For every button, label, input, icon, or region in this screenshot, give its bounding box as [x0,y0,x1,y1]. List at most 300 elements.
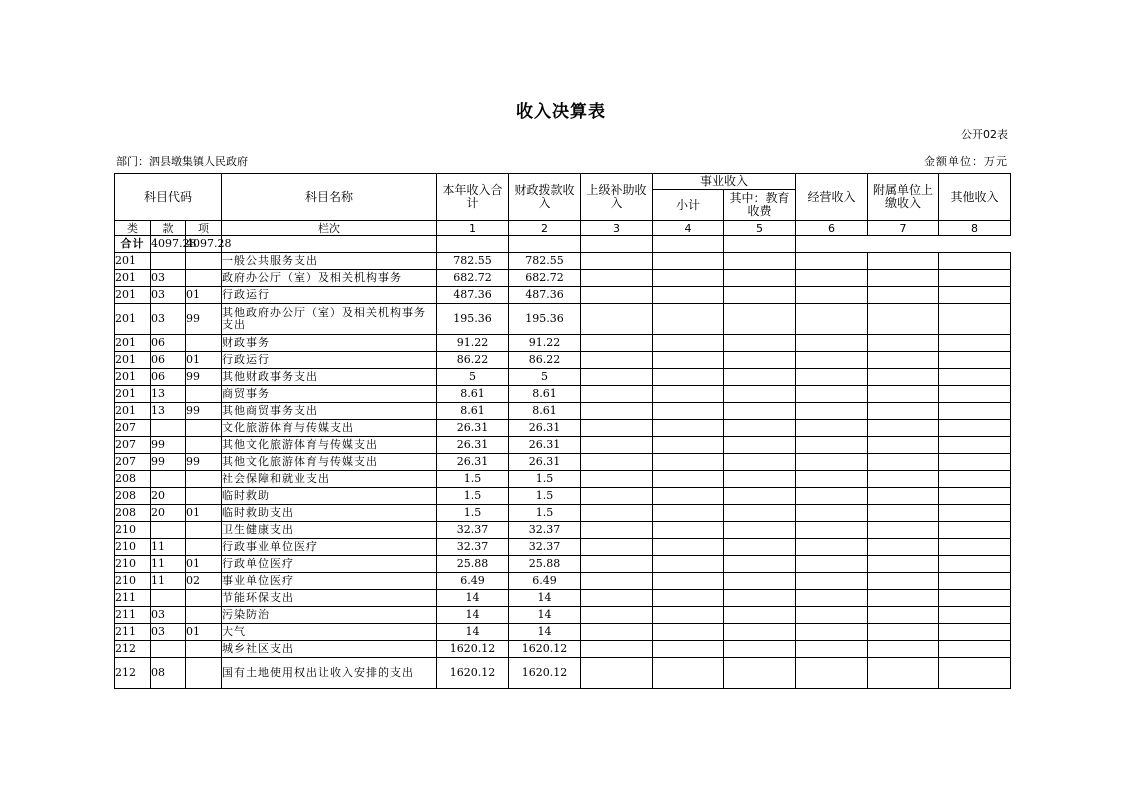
empty-cell [581,304,653,335]
subject-name-cell: 污染防治 [222,607,437,624]
empty-cell [724,624,796,641]
empty-cell [939,304,1011,335]
subject-name-cell: 临时救助 [222,488,437,505]
total-income-cell: 91.22 [437,335,509,352]
empty-cell [581,335,653,352]
fiscal-cell: 26.31 [509,420,581,437]
subject-name-cell: 国有土地使用权出让收入安排的支出 [222,658,437,689]
kuan-cell: 20 [151,505,186,522]
total-income-cell: 32.37 [437,539,509,556]
empty-cell [868,386,939,403]
empty-cell [796,505,868,522]
empty-cell [724,369,796,386]
table-row [115,352,1011,369]
kuan-cell [151,590,186,607]
empty-cell [653,607,724,624]
table-row [115,287,1011,304]
empty-cell [868,454,939,471]
empty-cell [868,607,939,624]
lei-cell: 201 [115,270,151,287]
total-income-cell: 32.37 [437,522,509,539]
total-income-cell: 86.22 [437,352,509,369]
empty-cell [581,658,653,689]
empty-cell [581,454,653,471]
empty-cell [581,505,653,522]
empty-cell [796,386,868,403]
header-total-income: 本年收入合计 [437,174,509,221]
header-subject-name: 科目名称 [222,174,437,221]
fiscal-cell: 14 [509,624,581,641]
empty-cell [653,556,724,573]
subject-name-cell: 其他文化旅游体育与传媒支出 [222,454,437,471]
empty-cell [581,386,653,403]
empty-cell [724,590,796,607]
lei-cell: 211 [115,607,151,624]
empty-cell [939,335,1011,352]
total-income-cell: 25.88 [437,556,509,573]
table-row [115,658,1011,689]
empty-cell [724,420,796,437]
subject-name-cell: 一般公共服务支出 [222,253,437,270]
empty-cell [868,403,939,420]
empty-cell [653,488,724,505]
empty-cell [939,454,1011,471]
header-career-subtotal: 小计 [653,190,724,221]
fiscal-cell: 14 [509,590,581,607]
empty-cell [581,488,653,505]
empty-cell [724,335,796,352]
xiang-cell [186,539,222,556]
table-row [115,505,1011,522]
subject-name-cell: 其他政府办公厅（室）及相关机构事务支出 [222,304,437,335]
table-row [115,488,1011,505]
empty-cell [653,539,724,556]
empty-cell [509,236,581,253]
empty-cell [653,505,724,522]
empty-cell [796,556,868,573]
empty-cell [939,369,1011,386]
empty-cell [724,471,796,488]
empty-cell [653,386,724,403]
empty-cell [724,488,796,505]
header-subject-code: 科目代码 [115,174,222,221]
kuan-cell: 11 [151,573,186,590]
empty-cell [868,437,939,454]
empty-cell [581,590,653,607]
xiang-cell [186,270,222,287]
empty-cell [653,437,724,454]
xiang-cell [186,590,222,607]
empty-cell [653,236,724,253]
empty-cell [796,437,868,454]
empty-cell [581,352,653,369]
lei-cell: 208 [115,488,151,505]
kuan-cell [151,420,186,437]
xiang-cell [186,522,222,539]
subject-name-cell: 行政运行 [222,352,437,369]
total-row [115,236,1011,253]
empty-cell [724,253,796,270]
fiscal-cell: 26.31 [509,454,581,471]
total-income-cell: 26.31 [437,454,509,471]
empty-cell [796,573,868,590]
total-income-cell: 5 [437,369,509,386]
empty-cell [796,335,868,352]
subject-name-cell: 行政单位医疗 [222,556,437,573]
empty-cell [581,270,653,287]
lei-cell: 201 [115,386,151,403]
subject-name-cell: 行政事业单位医疗 [222,539,437,556]
department-label: 部门：泗县墩集镇人民政府 [116,155,248,168]
empty-cell [939,352,1011,369]
total-income-cell: 1620.12 [437,641,509,658]
lei-cell: 212 [115,658,151,689]
empty-cell [581,624,653,641]
lei-cell: 211 [115,590,151,607]
table-row [115,624,1011,641]
income-final-accounts-table [114,173,1011,689]
empty-cell [581,522,653,539]
empty-cell [939,590,1011,607]
amount-unit-label: 金额单位：万元 [924,155,1008,168]
empty-cell [653,658,724,689]
kuan-cell: 03 [151,624,186,641]
xiang-cell: 99 [186,304,222,335]
empty-cell [724,270,796,287]
total-income-cell: 14 [437,607,509,624]
fiscal-cell: 32.37 [509,539,581,556]
empty-cell [868,641,939,658]
subject-name-cell: 事业单位医疗 [222,573,437,590]
lei-cell: 201 [115,403,151,420]
empty-cell [724,607,796,624]
lei-cell: 201 [115,287,151,304]
header-affiliated-income: 附属单位上缴收入 [868,174,939,221]
empty-cell [653,420,724,437]
fiscal-cell: 195.36 [509,304,581,335]
empty-cell [868,253,939,270]
table-row [115,641,1011,658]
table-row [115,471,1011,488]
empty-cell [868,573,939,590]
lei-cell: 210 [115,556,151,573]
kuan-cell [151,641,186,658]
fiscal-cell: 8.61 [509,403,581,420]
xiang-cell: 01 [186,505,222,522]
xiang-cell: 01 [186,624,222,641]
empty-cell [581,607,653,624]
empty-cell [939,624,1011,641]
kuan-cell: 03 [151,304,186,335]
empty-cell [868,590,939,607]
xiang-cell: 99 [186,454,222,471]
subject-name-cell: 临时救助支出 [222,505,437,522]
empty-cell [868,287,939,304]
fiscal-cell: 86.22 [509,352,581,369]
empty-cell [581,420,653,437]
kuan-cell: 06 [151,369,186,386]
empty-cell [868,304,939,335]
kuan-cell: 03 [151,287,186,304]
subject-name-cell: 城乡社区支出 [222,641,437,658]
empty-cell [939,539,1011,556]
fiscal-cell: 1620.12 [509,641,581,658]
empty-cell [724,658,796,689]
table-row [115,454,1011,471]
empty-cell [796,658,868,689]
xiang-cell [186,253,222,270]
empty-cell [939,287,1011,304]
xiang-cell [186,420,222,437]
header-career-income: 事业收入 [653,174,796,190]
empty-cell [796,253,868,270]
lei-cell: 201 [115,335,151,352]
xiang-cell [186,437,222,454]
total-income-cell: 487.36 [437,287,509,304]
fiscal-cell: 487.36 [509,287,581,304]
xiang-cell: 01 [186,352,222,369]
kuan-cell: 99 [151,454,186,471]
subject-name-cell: 政府办公厅（室）及相关机构事务 [222,270,437,287]
empty-cell [653,369,724,386]
total-income-cell: 682.72 [437,270,509,287]
empty-cell [653,624,724,641]
total-fiscal-cell: 4097.28 [186,236,222,253]
empty-cell [796,522,868,539]
column-number: 3 [581,221,653,236]
empty-cell [796,287,868,304]
xiang-cell: 01 [186,556,222,573]
lei-cell: 210 [115,539,151,556]
subject-name-cell: 大气 [222,624,437,641]
total-income-cell: 6.49 [437,573,509,590]
total-income-cell: 782.55 [437,253,509,270]
kuan-cell: 20 [151,488,186,505]
empty-cell [796,304,868,335]
kuan-cell: 08 [151,658,186,689]
page-title: 收入决算表 [516,102,606,122]
table-row [115,304,1011,335]
empty-cell [581,369,653,386]
fiscal-cell: 1620.12 [509,658,581,689]
total-income-cell: 14 [437,590,509,607]
total-income-cell: 26.31 [437,420,509,437]
empty-cell [581,641,653,658]
empty-cell [581,539,653,556]
empty-cell [581,556,653,573]
fiscal-cell: 682.72 [509,270,581,287]
table-row [115,420,1011,437]
table-row [115,270,1011,287]
lei-cell: 201 [115,352,151,369]
empty-cell [796,624,868,641]
total-income-cell: 1.5 [437,471,509,488]
empty-cell [939,253,1011,270]
empty-cell [437,236,509,253]
empty-cell [939,437,1011,454]
empty-cell [653,287,724,304]
header-kuan: 款 [151,221,186,236]
empty-cell [868,352,939,369]
empty-cell [724,386,796,403]
subject-name-cell: 卫生健康支出 [222,522,437,539]
column-number: 2 [509,221,581,236]
empty-cell [939,386,1011,403]
fiscal-cell: 1.5 [509,471,581,488]
empty-cell [796,270,868,287]
table-row [115,590,1011,607]
total-income-cell: 4097.28 [151,236,186,253]
empty-cell [653,590,724,607]
empty-cell [724,352,796,369]
total-income-cell: 1.5 [437,488,509,505]
empty-cell [724,304,796,335]
lei-cell: 208 [115,505,151,522]
empty-cell [653,270,724,287]
lei-cell: 211 [115,624,151,641]
table-row [115,573,1011,590]
lei-cell: 212 [115,641,151,658]
header-lei: 类 [115,221,151,236]
lei-cell: 210 [115,522,151,539]
empty-cell [796,590,868,607]
kuan-cell [151,522,186,539]
empty-cell [724,437,796,454]
empty-cell [724,454,796,471]
empty-cell [939,471,1011,488]
empty-cell [939,556,1011,573]
empty-cell [796,352,868,369]
empty-cell [939,607,1011,624]
empty-cell [724,522,796,539]
empty-cell [653,335,724,352]
empty-cell [581,287,653,304]
fiscal-cell: 8.61 [509,386,581,403]
kuan-cell: 03 [151,270,186,287]
column-number: 7 [868,221,939,236]
table-row [115,403,1011,420]
empty-cell [939,505,1011,522]
subject-name-cell: 财政事务 [222,335,437,352]
empty-cell [581,437,653,454]
table-row [115,335,1011,352]
empty-cell [939,641,1011,658]
fiscal-cell: 782.55 [509,253,581,270]
kuan-cell [151,253,186,270]
empty-cell [939,573,1011,590]
empty-cell [868,270,939,287]
total-income-cell: 1.5 [437,505,509,522]
xiang-cell [186,471,222,488]
fiscal-cell: 1.5 [509,488,581,505]
header-career-edu-fees: 其中：教育收费 [724,190,796,221]
empty-cell [724,287,796,304]
fiscal-cell: 6.49 [509,573,581,590]
empty-cell [724,539,796,556]
empty-cell [939,270,1011,287]
empty-cell [796,369,868,386]
xiang-cell [186,335,222,352]
fiscal-cell: 91.22 [509,335,581,352]
xiang-cell [186,386,222,403]
xiang-cell [186,607,222,624]
header-superior-subsidy: 上级补助收入 [581,174,653,221]
kuan-cell: 13 [151,386,186,403]
lei-cell: 201 [115,369,151,386]
total-income-cell: 1620.12 [437,658,509,689]
kuan-cell: 11 [151,539,186,556]
header-column-index-label: 栏次 [222,221,437,236]
empty-cell [868,522,939,539]
subject-name-cell: 节能环保支出 [222,590,437,607]
empty-cell [581,253,653,270]
empty-cell [796,641,868,658]
xiang-cell: 99 [186,369,222,386]
lei-cell: 201 [115,304,151,335]
empty-cell [581,573,653,590]
xiang-cell [186,641,222,658]
xiang-cell: 02 [186,573,222,590]
subject-name-cell: 商贸事务 [222,386,437,403]
fiscal-cell: 5 [509,369,581,386]
empty-cell [868,624,939,641]
empty-cell [796,539,868,556]
column-number: 4 [653,221,724,236]
subject-name-cell: 行政运行 [222,287,437,304]
empty-cell [868,539,939,556]
xiang-cell [186,658,222,689]
empty-cell [796,607,868,624]
empty-cell [939,658,1011,689]
empty-cell [939,522,1011,539]
lei-cell: 210 [115,573,151,590]
empty-cell [724,556,796,573]
total-income-cell: 26.31 [437,437,509,454]
table-row [115,556,1011,573]
subject-name-cell: 文化旅游体育与传媒支出 [222,420,437,437]
empty-cell [653,454,724,471]
empty-cell [653,522,724,539]
empty-cell [724,236,796,253]
fiscal-cell: 1.5 [509,505,581,522]
kuan-cell [151,471,186,488]
lei-cell: 201 [115,253,151,270]
empty-cell [724,573,796,590]
column-number: 6 [796,221,868,236]
table-row [115,539,1011,556]
header-other-income: 其他收入 [939,174,1011,221]
empty-cell [653,403,724,420]
empty-cell [868,556,939,573]
header-fiscal-allocation: 财政拨款收入 [509,174,581,221]
kuan-cell: 13 [151,403,186,420]
empty-cell [868,335,939,352]
table-row [115,386,1011,403]
empty-cell [724,403,796,420]
header-operating-income: 经营收入 [796,174,868,221]
form-code: 公开02表 [961,128,1008,141]
lei-cell: 207 [115,437,151,454]
empty-cell [939,403,1011,420]
total-income-cell: 195.36 [437,304,509,335]
xiang-cell: 99 [186,403,222,420]
subject-name-cell: 其他财政事务支出 [222,369,437,386]
empty-cell [653,304,724,335]
empty-cell [653,471,724,488]
table-row [115,253,1011,270]
total-income-cell: 8.61 [437,386,509,403]
empty-cell [653,352,724,369]
